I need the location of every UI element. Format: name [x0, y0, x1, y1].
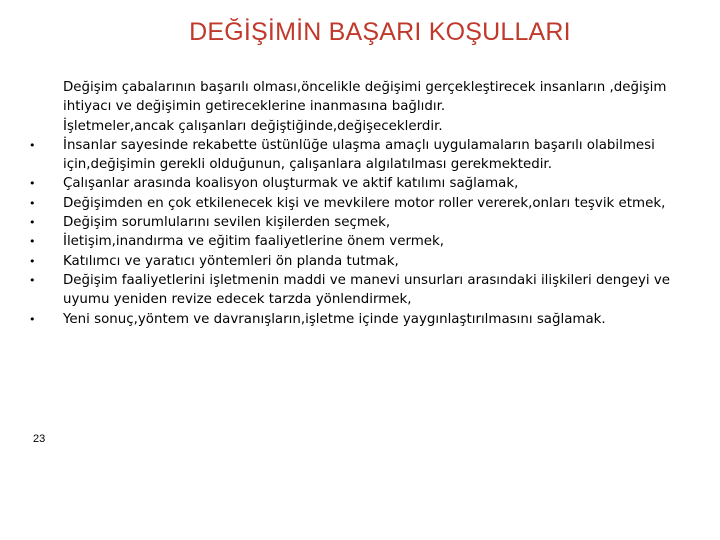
bullet-continuation	[28, 155, 718, 174]
bullet-item	[28, 232, 718, 251]
bullet-icon: •	[29, 273, 36, 287]
bullet-icon: •	[29, 138, 36, 152]
bullet-icon: •	[29, 235, 36, 249]
intro-text: Değişim çabalarının başarılı olması,öncelikle değişimi gerçekleştirecek insanların ,değişim	[63, 80, 667, 95]
bullet-text: İnsanlar sayesinde rekabette üstünlüğe ulaşma amaçlı uygulamaların başarılı olabilmesi	[63, 137, 655, 153]
bullet-icon: •	[29, 312, 36, 326]
bullet-text: İletişim,inandırma ve eğitim faaliyetlerine önem vermek,	[63, 234, 445, 250]
bullet-text: Yeni sonuç,yöntem ve davranışların,işletme içinde yaygınlaştırılmasını sağlamak.	[63, 311, 606, 327]
intro-text: ihtiyacı ve değişimin getireceklerine inanmasına bağlıdır.	[63, 99, 446, 115]
bullet-item	[28, 252, 718, 271]
bullet-text: Değişimden en çok etkilenecek kişi ve mevkilere motor roller vererek,onları teşvik etmek,	[63, 195, 666, 211]
intro-line	[28, 117, 718, 136]
bullet-item	[28, 213, 718, 232]
bullet-text: için,değişimin gerekli olduğunun, çalışanlara algılatılması gerekmektedir.	[63, 157, 552, 173]
bullet-icon: •	[29, 177, 36, 191]
slide-title: DEĞİŞİMİN BAŞARI KOŞULLARI	[189, 18, 571, 46]
slide-body	[28, 78, 718, 329]
intro-text: İşletmeler,ancak çalışanları değiştiğinde,değişeceklerdir.	[63, 118, 443, 134]
bullet-icon: •	[29, 196, 36, 210]
bullet-continuation	[28, 290, 718, 309]
bullet-icon: •	[29, 254, 36, 268]
intro-line	[28, 97, 718, 116]
bullet-icon: •	[29, 216, 36, 230]
bullet-text: Değişim faaliyetlerini işletmenin maddi ve manevi unsurları arasındaki ilişkileri dengeyi ve	[63, 272, 671, 288]
page-number: 23	[33, 433, 46, 445]
bullet-text: Değişim sorumlularını sevilen kişilerden seçmek,	[63, 215, 391, 231]
bullet-item	[28, 174, 718, 193]
intro-line	[28, 78, 718, 97]
bullet-text: uyumu yeniden revize edecek tarzda yönlendirmek,	[63, 292, 412, 308]
bullet-text: Katılımcı ve yaratıcı yöntemleri ön planda tutmak,	[63, 253, 399, 269]
bullet-text: Çalışanlar arasında koalisyon oluşturmak ve aktif katılımı sağlamak,	[63, 176, 519, 192]
bullet-item	[28, 194, 718, 213]
bullet-item	[28, 136, 718, 155]
bullet-item	[28, 310, 718, 329]
bullet-item	[28, 271, 718, 290]
